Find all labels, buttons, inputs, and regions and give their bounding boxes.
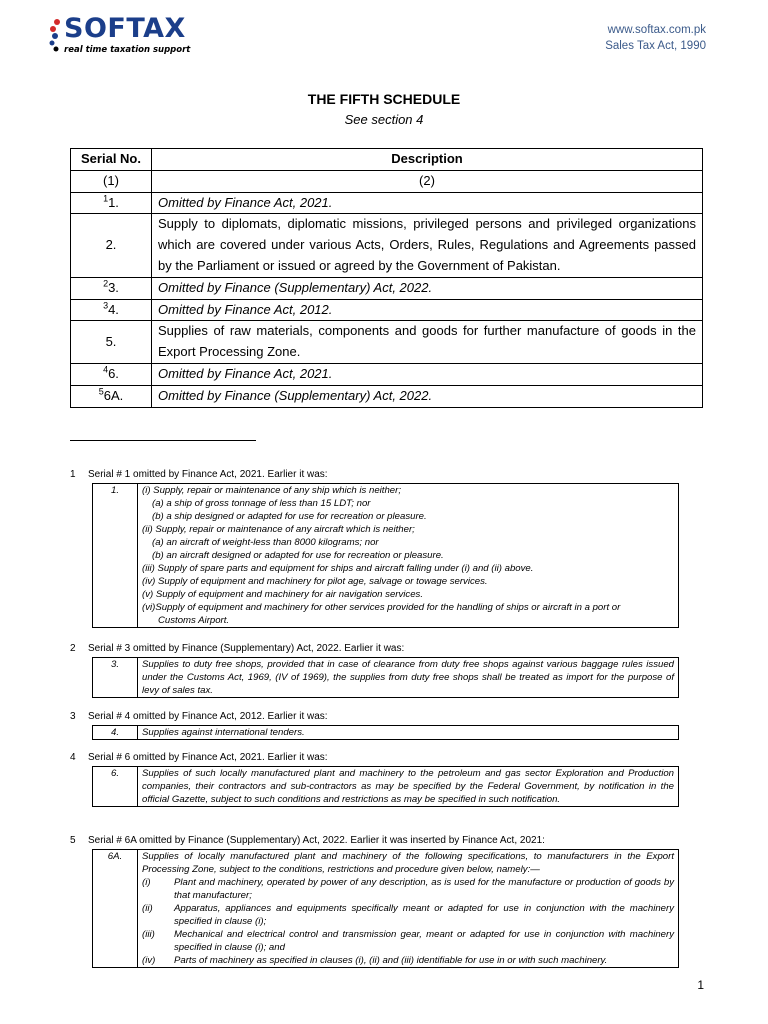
table-row	[93, 726, 679, 740]
footnote-table	[92, 766, 679, 807]
serial-cell: $^1$1.	[71, 192, 152, 214]
footnote-5	[70, 835, 710, 968]
footnote-table	[92, 657, 679, 698]
footnote-text: Serial # 6 omitted by Finance Act, 2021. Earlier it was:	[88, 752, 328, 763]
page-number: 1	[697, 978, 704, 992]
footnote-text: Serial # 4 omitted by Finance Act, 2012. Earlier it was:	[88, 711, 328, 722]
description-cell: Supplies of raw materials, components and goods for further manufacture of goods in the Export Processing Zone.	[152, 321, 703, 364]
footnote-ref[interactable]: 4	[103, 364, 109, 375]
table-header-row	[71, 149, 703, 171]
column-number-row	[71, 170, 703, 192]
footnote-ref[interactable]: 5	[98, 386, 104, 397]
logo-tagline: real time taxation support	[64, 45, 191, 55]
column-number: (2)	[152, 170, 703, 192]
description-cell: Omitted by Finance Act, 2012.	[152, 299, 703, 321]
table-row	[93, 658, 679, 698]
description-cell: Omitted by Finance Act, 2021.	[152, 192, 703, 214]
softax-logo	[48, 13, 191, 58]
description-cell: Supply to diplomats, diplomatic missions, privileged persons and privileged organizations which are covered under various Acts, Orders, Rules, Regulations and Agreements passed by the Parliament or issued or agreed by the Government of Pakistan.	[152, 214, 703, 277]
table-row	[71, 299, 703, 321]
footnote-body: Supplies to duty free shops, provided that in case of clearance from duty free shops against various baggage rules issued under the Customs Act, 1969, (IV of 1969), the supplies from duty free shops shall be treated as import for the purpose of levy of sales tax.	[138, 658, 679, 698]
footnote-serial: 4.	[93, 726, 138, 740]
description-cell: Omitted by Finance (Supplementary) Act, 2022.	[152, 277, 703, 299]
footnote-ref[interactable]: 2	[103, 278, 109, 289]
act-name: Sales Tax Act, 1990	[605, 40, 706, 52]
footnote-table	[92, 725, 679, 740]
footnote-serial: 6A.	[93, 850, 138, 968]
footnote-ref[interactable]: 1	[103, 193, 109, 204]
footnote-number: 1	[70, 469, 76, 480]
footnote-number: 4	[70, 752, 76, 763]
footnote-4	[70, 752, 710, 807]
table-row	[71, 385, 703, 407]
page-header	[0, 0, 768, 60]
footnote-ref[interactable]: 3	[103, 300, 109, 311]
footnote-body: Supplies of such locally manufactured plant and machinery to the petroleum and gas sector Exploration and Production companies, their contractors and sub-contractors as may be specified by the Federal Government, by notification in the official Gazette, subject to such conditions and restrictions as may be specified in such notification.	[138, 767, 679, 807]
serial-cell: 5.	[71, 321, 152, 364]
table-row	[71, 214, 703, 277]
footnote-text: Serial # 6A omitted by Finance (Supplementary) Act, 2022. Earlier it was inserted by Finance Act, 2021:	[88, 835, 545, 846]
footnote-body: (i) Supply, repair or maintenance of any ship which is neither; (a) a ship of gross tonnage of less than 15 LDT; nor (b) a ship designed or adapted for use for recreation or pleasure. (ii) Supply, repair or maintenance of any aircraft which is neither; (a) an aircraft of weight-less than 8000 kilograms; nor (b) an aircraft designed or adapted for use for recreation or pleasure. (iii) Supply of spare parts and equipment for ships and aircraft falling under (i) and (ii) above. (iv) Supply of equipment and machinery for pilot age, salvage or towage services. (v) Supply of equipment and machinery for air navigation services. (vi)Supply of equipment and machinery for other services provided for the handling of ships or aircraft in a port or Customs Airport.	[138, 484, 679, 628]
footnote-serial: 6.	[93, 767, 138, 807]
footnote-2	[70, 643, 710, 698]
column-header-description: Description	[152, 149, 703, 171]
footnote-table	[92, 849, 679, 968]
logo-dots-icon	[48, 16, 62, 56]
footnote-separator	[70, 440, 256, 441]
footnote-number: 2	[70, 643, 76, 654]
description-cell: Omitted by Finance Act, 2021.	[152, 363, 703, 385]
footnote-number: 3	[70, 711, 76, 722]
column-header-serial: Serial No.	[71, 149, 152, 171]
table-row	[71, 192, 703, 214]
page-subtitle: See section 4	[344, 112, 424, 127]
footnote-text: Serial # 3 omitted by Finance (Supplementary) Act, 2022. Earlier it was:	[88, 643, 405, 654]
table-row	[93, 484, 679, 628]
serial-cell: $^4$6.	[71, 363, 152, 385]
footnote-number: 5	[70, 835, 76, 846]
logo-wordmark: SOFTAX	[64, 13, 186, 44]
serial-cell: $^2$3.	[71, 277, 152, 299]
footnote-text: Serial # 1 omitted by Finance Act, 2021. Earlier it was:	[88, 469, 328, 480]
website-link[interactable]: www.softax.com.pk	[607, 24, 706, 36]
header-info	[605, 22, 706, 54]
table-row	[93, 850, 679, 968]
description-cell: Omitted by Finance (Supplementary) Act, 2022.	[152, 385, 703, 407]
footnote-table	[92, 483, 679, 628]
serial-cell: 2.	[71, 214, 152, 277]
footnote-1	[70, 469, 710, 628]
table-row	[71, 277, 703, 299]
footnote-3	[70, 711, 710, 740]
footnote-serial: 3.	[93, 658, 138, 698]
footnote-serial: 1.	[93, 484, 138, 628]
footnote-body: Supplies of locally manufactured plant and machinery of the following specifications, to manufacturers in the Export Processing Zone, subject to the conditions, restrictions and procedure given below, namely:— (i) Plant and machinery, operated by power of any description, as is used for the manufacture or production of goods by that manufacturer; (ii) Apparatus, appliances and equipments specifically meant or adapted for use in conjunction with the machinery specified in clause (i); (iii) Mechanical and electrical control and transmission gear, meant or adapted for use in conjunction with machinery specified in clause (i); and (iv) Parts of machinery as specified in clauses (i), (ii) and (iii) identifiable for use in or with such machinery.	[138, 850, 679, 968]
table-row	[71, 321, 703, 364]
serial-cell: $^5$6A.	[71, 385, 152, 407]
table-row	[93, 767, 679, 807]
page-title: THE FIFTH SCHEDULE	[307, 91, 461, 107]
column-number: (1)	[71, 170, 152, 192]
schedule-table	[70, 148, 703, 408]
table-row	[71, 363, 703, 385]
serial-cell: $^3$4.	[71, 299, 152, 321]
footnote-body: Supplies against international tenders.	[138, 726, 679, 740]
